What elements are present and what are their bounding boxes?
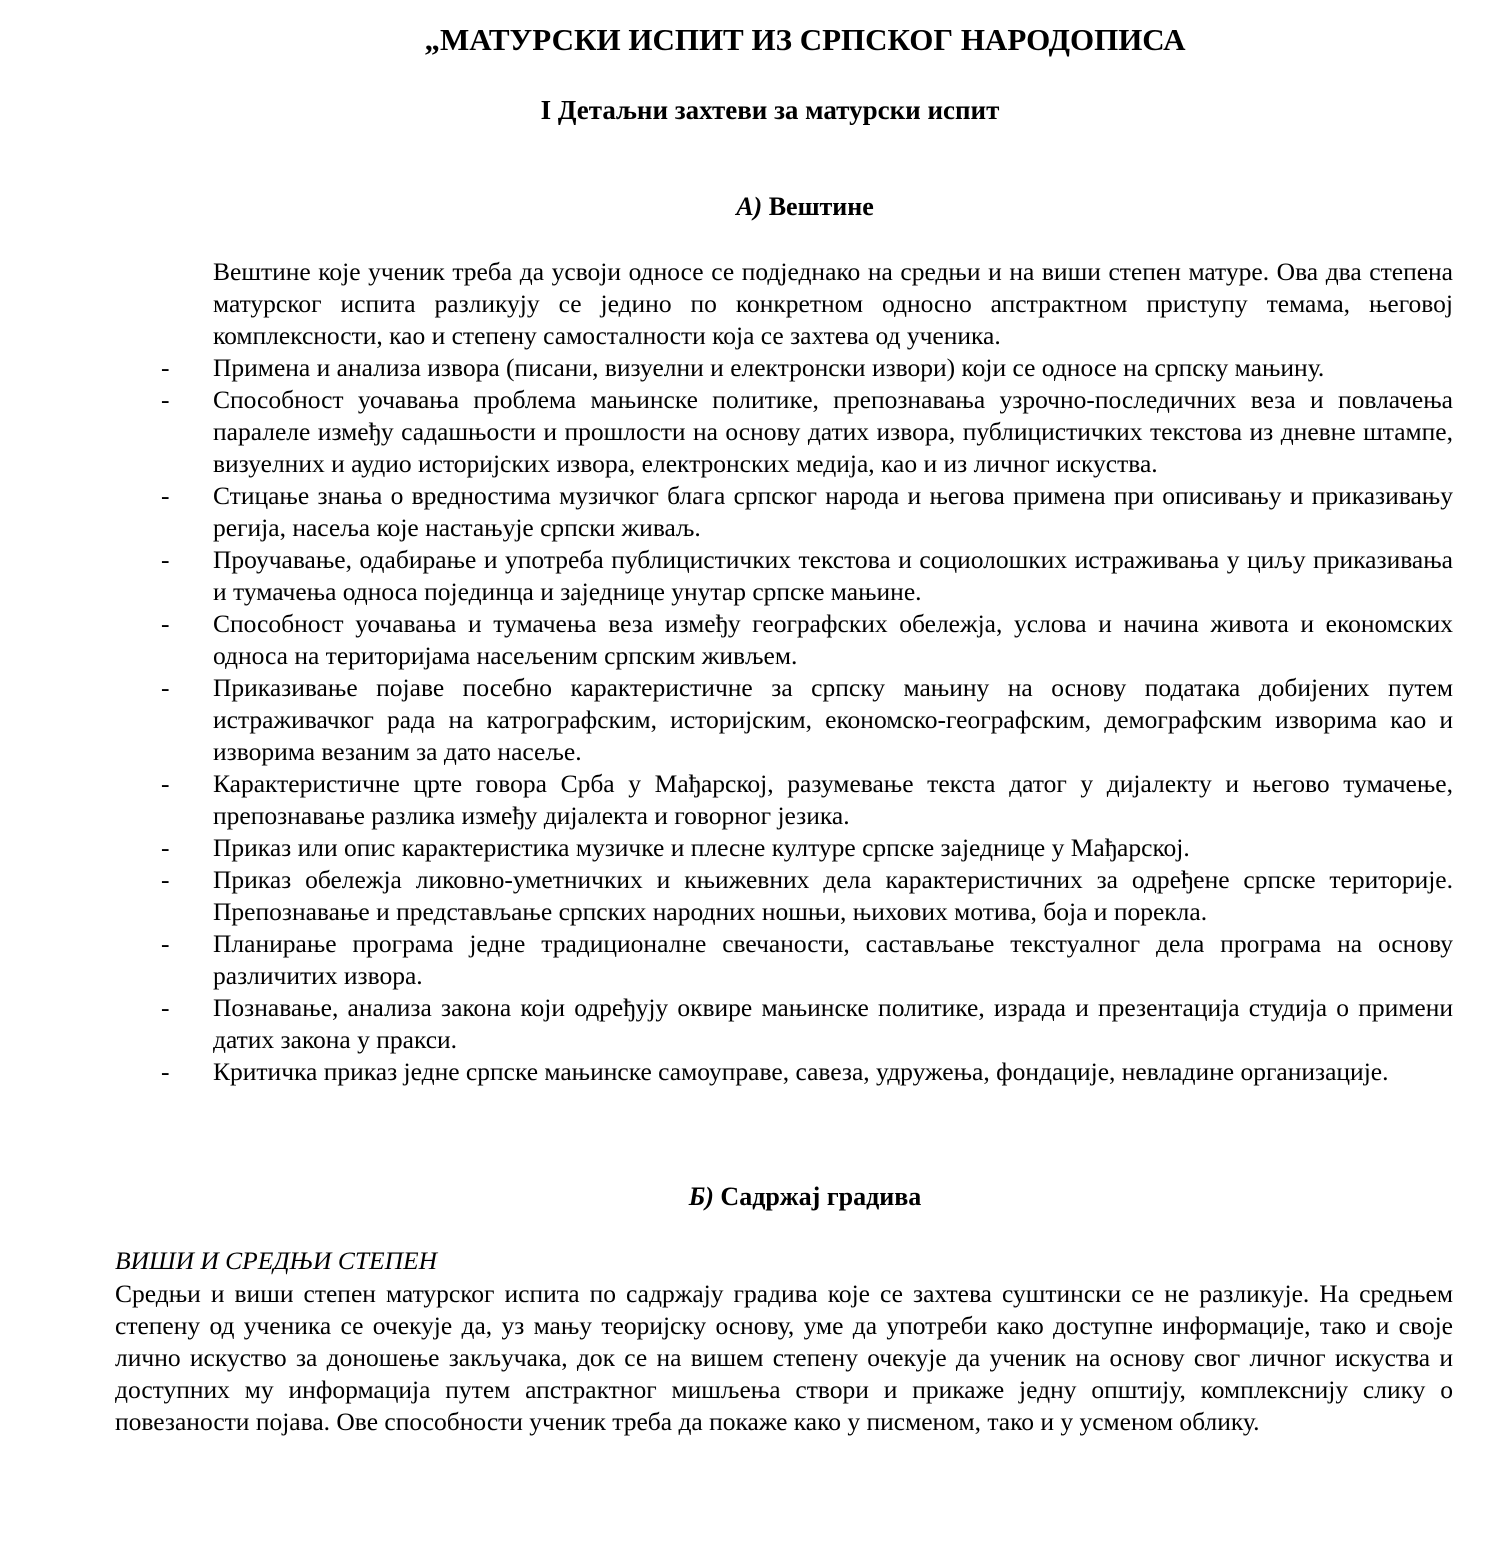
section-a-heading xyxy=(0,190,1510,224)
level-heading: ВИШИ И СРЕДЊИ СТЕПЕН xyxy=(115,1246,437,1275)
list-item-text: Проучавање, одабирање и употреба публицистичких текстова и социолошких истраживања у циљу приказивања и тумачења односа појединца и заједнице унутар српске мањине. xyxy=(213,545,1453,606)
list-bullet: - xyxy=(161,609,170,638)
list-item-text: Приказ обележја ликовно-уметничких и књижевних дела карактеристичних за одређене српске територије. Препознавање и представљање српских народних ношњи, њихових мотива, боја и порекла. xyxy=(213,865,1453,926)
list-bullet: - xyxy=(161,385,170,414)
list-bullet: - xyxy=(161,929,170,958)
list-bullet: - xyxy=(161,545,170,574)
list-item-text: Карактеристичне црте говора Срба у Мађарској, разумевање текста датог у дијалекту и његово тумачење, препознавање разлика између дијалекта и говорног језика. xyxy=(213,769,1453,830)
list-bullet: - xyxy=(161,353,170,382)
list-item-text: Критичка приказ једне српске мањинске самоуправе, савеза, удружења, фондације, невладине организације. xyxy=(213,1057,1389,1086)
list-item-text: Стицање знања о вредностима музичког блага српског народа и његова примена при описивању и приказивању регија, насеља које настањује српски живаљ. xyxy=(213,481,1453,542)
list-bullet: - xyxy=(161,833,170,862)
document-title: „МАТУРСКИ ИСПИТ ИЗ СРПСКОГ НАРОДОПИСА xyxy=(424,22,1186,57)
list-bullet: - xyxy=(161,769,170,798)
skills-list xyxy=(161,352,1453,1088)
content-paragraph: Средњи и виши степен матурског испита по садржају градива које се захтева суштински се не разликује. На средњем степену од ученика се очекује да, уз мању теоријску основу, уме да употреби како доступне информације, тако и своје лично искуство за доношење закључака, док се на вишем степену очекује да ученик на основу свог личног искуства и доступних му информација путем апстрактног мишљења створи и прикаже једну општију, комплекснију слику о повезаности појава. Ове способности ученик треба да покаже како у писменом, тако и у усменом облику. xyxy=(115,1279,1453,1436)
list-item xyxy=(161,768,1453,832)
list-bullet: - xyxy=(161,993,170,1022)
skills-section xyxy=(161,256,1453,1088)
list-item xyxy=(161,928,1453,992)
list-bullet: - xyxy=(161,481,170,510)
list-item xyxy=(161,480,1453,544)
list-item xyxy=(161,544,1453,608)
list-item-text: Приказ или опис карактеристика музичке и плесне културе српске заједнице у Мађарској. xyxy=(213,833,1190,862)
section-a-title: Вештине xyxy=(768,192,874,221)
list-item-text: Приказивање појаве посебно карактеристичне за српску мањину на основу података добијених путем истраживачког рада на катрографским, историјским, економско-географским, демографским изворима као и изворима везаним за дато насеље. xyxy=(213,673,1453,766)
document-subtitle: I Детаљни захтеви за матурски испит xyxy=(540,95,1000,125)
section-b-label: Б) xyxy=(688,1182,714,1211)
list-item-text: Планирање програма једне традиционалне свечаности, састављање текстуалног дела програма на основу различитих извора. xyxy=(213,929,1453,990)
list-item xyxy=(161,672,1453,768)
list-item xyxy=(161,832,1453,864)
section-b-title: Садржај градива xyxy=(720,1182,922,1211)
skills-intro: Вештине које ученик треба да усвоји односе се подједнако на средњи и на виши степен матуре. Ова два степена матурског испита разликују се једино по конкретном односно апстрактном приступу темама, његовој комплексности, као и степену самосталности која се захтева од ученика. xyxy=(213,257,1453,350)
list-item xyxy=(161,992,1453,1056)
list-item-text: Примена и анализа извора (писани, визуелни и електронски извори) који се односе на српску мањину. xyxy=(213,353,1325,382)
list-item xyxy=(161,864,1453,928)
list-bullet: - xyxy=(161,673,170,702)
section-b-heading xyxy=(0,1180,1510,1214)
list-item xyxy=(161,352,1453,384)
list-item xyxy=(161,608,1453,672)
list-item-text: Способност уочавања и тумачења веза између географских обележја, услова и начина живота и економских односа на територијама насељеним српским живљем. xyxy=(213,609,1453,670)
list-item-text: Познавање, анализа закона који одређују оквире мањинске политике, израда и презентација студија о примени датих закона у пракси. xyxy=(213,993,1453,1054)
list-bullet: - xyxy=(161,865,170,894)
list-item-text: Способност уочавања проблема мањинске политике, препознавања узрочно-последичних веза и повлачења паралеле између садашњости и прошлости на основу датих извора, публицистичких текстова из дневне штампе, визуелних и аудио историјских извора, електронских медија, као и из личног искуства. xyxy=(213,385,1453,478)
list-bullet: - xyxy=(161,1057,170,1086)
list-item xyxy=(161,384,1453,480)
section-a-label: А) xyxy=(736,192,763,221)
list-item xyxy=(161,1056,1453,1088)
